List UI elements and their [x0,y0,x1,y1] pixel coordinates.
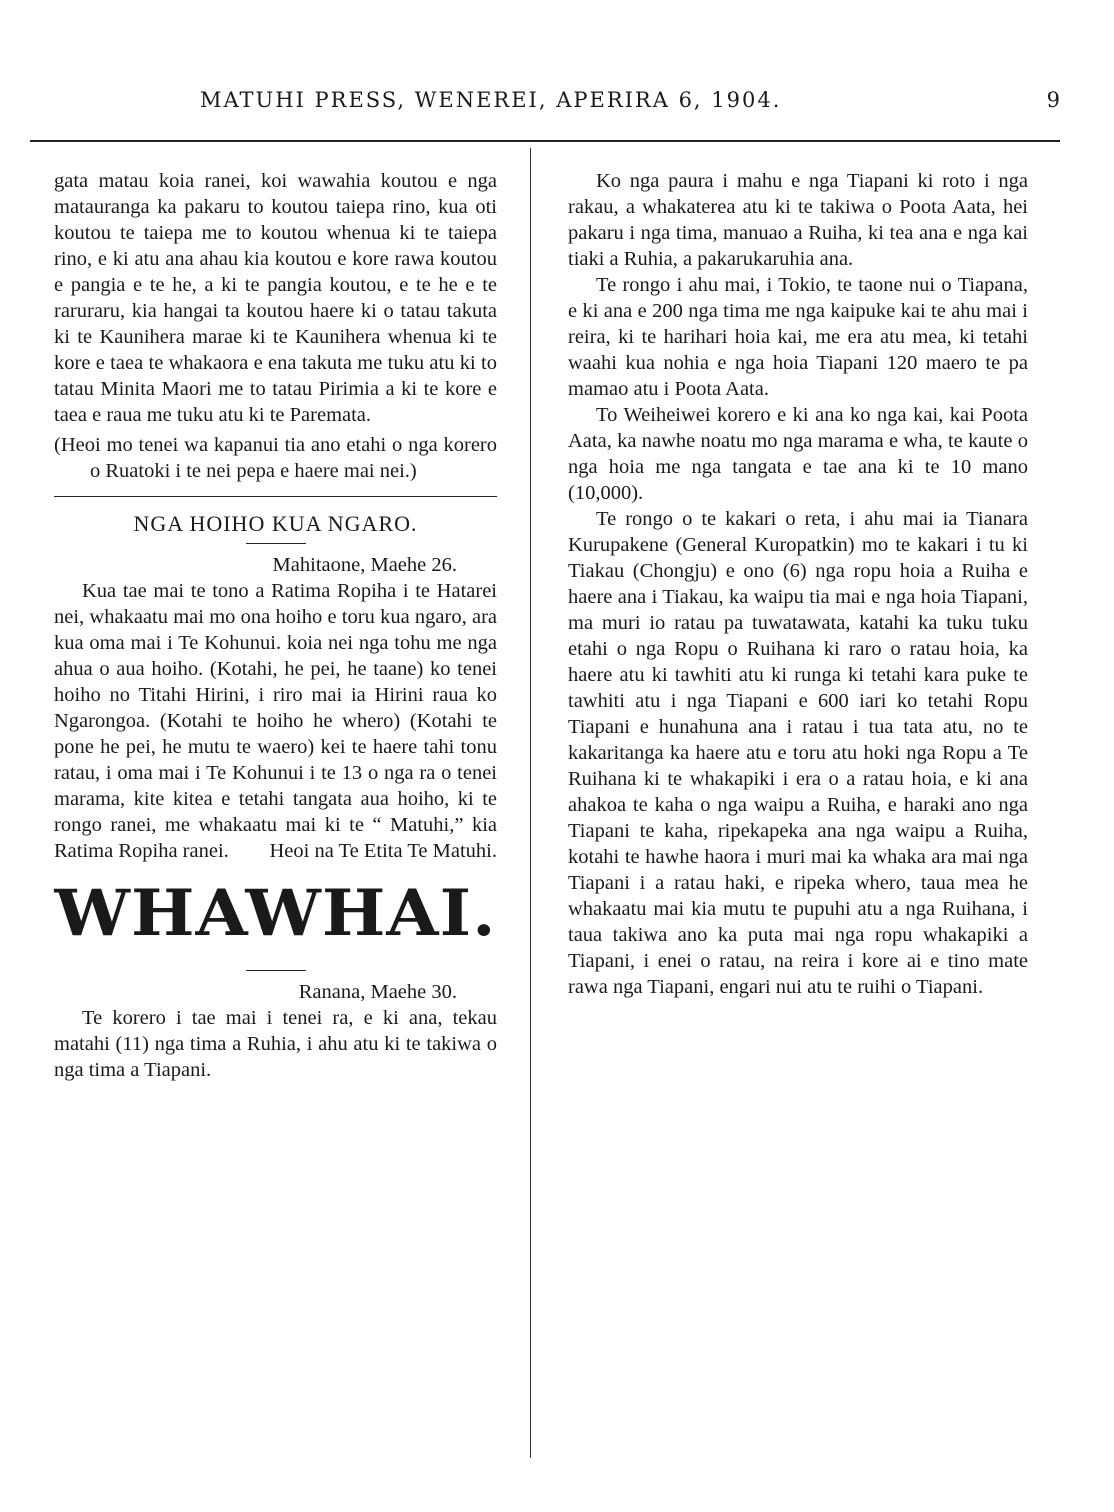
section-heading-lost-horses: NGA HOIHO KUA NGARO. [133,511,418,536]
article-paragraph: Ko nga paura i mahu e nga Tiapani ki roto i nga rakau, a whakaterea atu ki te takiwa o Poota Aata, hei pakaru i nga tima, manuao a Ruiha, ki tea ana e nga kai tiaki a Ruhia, a pakarukaruhia ana. [568,170,1028,270]
short-divider [246,970,306,971]
article-paragraph: Te rongo i ahu mai, i Tokio, te taone nui o Tiapana, e ki ana e 200 nga tima me nga kaipuke kai te ahu mai i reira, ki te harihari hoia kai, me era atu mea, ki tetahi waahi kua nohia e nga hoia Tiapani 120 maero te pa mamao atu i Poota Aata. [568,274,1028,400]
section-divider [54,496,497,497]
column-divider [530,148,531,1458]
short-divider [246,543,306,544]
continuation-paragraph: gata matau koia ranei, koi wawahia koutou e nga matauranga ka pakaru to koutou taiepa rino, kua oti koutou te taiepa me to koutou whenua ki te taiepa rino, e ki atu ana ahau kia koutou e kore rawa koutou e pangia e te he, a ki te pangia koutou, e te he e te raruraru, kia hangai ta koutou haere ki o tatau takuta ki te Kaunihera marae ki te Kaunihera whenua ki te kore e taea te whakaora e ena takuta me tuku atu ki to tatau Minita Maori me to tatau Pirimia a ki te kore e taea e raua me tuku atu ki te Paremata. [54,170,497,426]
section-title-war: WHAWHAI. [54,876,497,951]
article-paragraph: Te rongo o te kakari o reta, i ahu mai ia Tianara Kurupakene (General Kuropatkin) mo te kakari i tu ki Tiakau (Chongju) e ono (6) nga ropu hoia a Ruiha e haere ana i Tiakau, ka waipu tia mai e nga hoia Tiapani, ma muri io ratau pa tuwatawata, katahi ka tuku tuku etahi o nga Ropu o Ruihana ki raro o ratau hoia, ka haere atu ki tawhiti atu ki runga ki tetahi kara puke te tawhiti atu i nga Tiapani e 600 iari ko tetahi Ropu Tiapani e hunahuna ana i ratau i tua tata atu, no te kakaritanga ka haere atu e toru atu hoki nga Ropu a Te Ruihana ki te whakapiki i era o a ratau hoia, e ki ana ahakoa te kaha o nga waipu a Ruiha, e haraki ano nga Tiapani te kaha, ripekapeka ana nga waipu a Ruiha, kotahi te hawhe haora i muri mai ka whaka ara mai nga Tiapani i a ratau haki, e ripeka whero, taua mea he whakaatu mai kia mutu te pupuhi atu a nga Ruihana, i taua takiwa ano ka puta mai nga ropu whakapiki a Tiapani, i enei o ratau, na reira i kore ai e tino mate rawa nga Tiapani, engari nui atu te ruihi o Tiapani. [568,508,1028,998]
dateline: Mahitaone, Maehe 26. [272,554,457,576]
header-divider [30,140,1060,142]
right-column [568,168,1028,1000]
article-paragraph: To Weiheiwei korero e ki ana ko nga kai, kai Poota Aata, ka nawhe noatu mo nga marama e wha, te kaute o nga hoia me nga tangata e tae ana ki te 10 mano (10,000). [568,404,1028,504]
editor-note: (Heoi mo tenei wa kapanui tia ano etahi o nga korero o Ruatoki i te nei pepa e haere mai nei.) [54,434,497,482]
page-number: 9 [1046,88,1060,112]
article-body: Te korero i tae mai i tenei ra, e ki ana, tekau matahi (11) nga tima a Ruhia, i ahu atu ki te takiwa o nga tima a Tiapani. [54,1007,497,1081]
article-body [54,578,497,864]
dateline: Ranana, Maehe 30. [298,981,457,1003]
article-signoff: Heoi na Te Etita Te Matuhi. [269,840,497,862]
page-header [30,88,1060,128]
article-text: Kua tae mai te tono a Ratima Ropiha i te Hatarei nei, whakaatu mai mo ona hoiho e toru kua ngaro, ara kua oma mai i Te Kohunui. koia nei nga tohu me nga ahua o aua hoiho. (Kotahi, he pei, he taane) ko tenei hoiho no Titahi Hirini, i riro mai ia Hirini raua ko Ngarongoa. (Kotahi te hoiho he whero) (Kotahi te pone he pei, he mutu te waero) kei te haere tahi tonu ratau, i oma mai i Te Kohunui i te 13 o nga ra o tenei marama, kite kitea e tetahi tangata aua hoiho, ki te rongo ranei, me whakaatu mai ki te “ Matuhi,” kia Ratima Ropiha ranei. [54,580,497,862]
newspaper-masthead: MATUHI PRESS, WENEREI, APERIRA 6, 1904. [200,88,782,112]
left-column [54,168,497,1083]
